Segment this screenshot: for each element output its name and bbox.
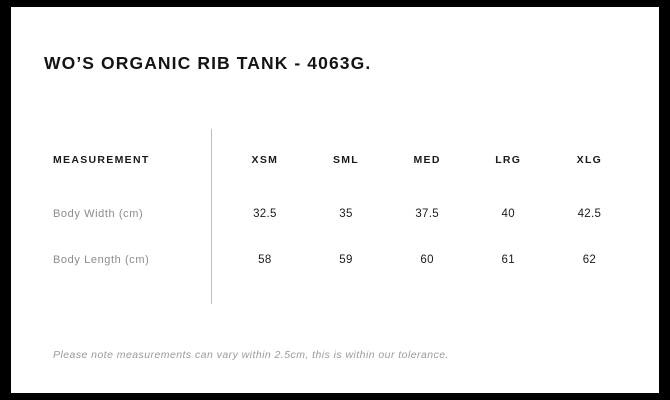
row-label-body-length: Body Length (cm)	[53, 254, 150, 266]
cell-body-length-xlg: 62	[582, 254, 597, 266]
column-header-xsm: XSM	[251, 154, 279, 166]
cell-body-length-sml: 59	[339, 254, 353, 266]
column-header-med: MED	[413, 154, 441, 166]
row-label-body-width: Body Width (cm)	[53, 208, 144, 220]
column-header-xlg: XLG	[576, 154, 603, 166]
page-title: WO’S ORGANIC RIB TANK - 4063G.	[44, 53, 372, 73]
cell-body-width-xlg: 42.5	[577, 208, 602, 220]
cell-body-width-xsm: 32.5	[253, 208, 277, 220]
tolerance-note: Please note measurements can vary within 2.5cm, this is within our tolerance.	[53, 349, 449, 361]
size-table	[44, 129, 630, 283]
table-header-row	[44, 129, 630, 191]
column-header-measurement: MEASUREMENT	[53, 154, 150, 166]
cell-body-width-med: 37.5	[415, 208, 439, 220]
column-header-lrg: LRG	[495, 154, 522, 166]
column-header-sml: SML	[332, 154, 360, 166]
cell-body-length-xsm: 58	[258, 254, 272, 266]
size-table-container	[44, 129, 630, 283]
size-chart-page	[11, 7, 659, 393]
cell-body-width-sml: 35	[339, 208, 353, 220]
cell-body-length-lrg: 61	[501, 254, 515, 266]
table-row	[44, 237, 630, 283]
cell-body-width-lrg: 40	[501, 208, 515, 220]
cell-body-length-med: 60	[420, 254, 434, 266]
table-row	[44, 191, 630, 237]
